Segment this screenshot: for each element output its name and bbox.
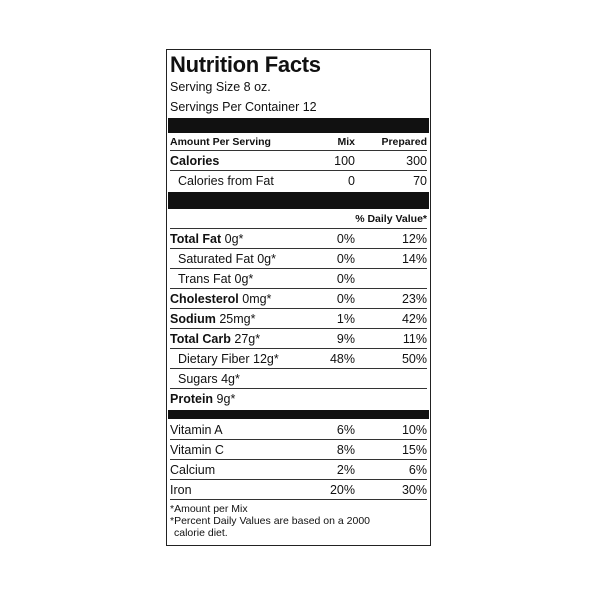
nutrient-label <box>170 392 311 406</box>
label-title: Nutrition Facts <box>170 52 321 77</box>
vitamin-row <box>170 440 427 460</box>
nutrient-amount: 25mg* <box>215 311 256 326</box>
thick-divider <box>168 192 429 209</box>
nutrient-prepared-dv: 14% <box>401 251 427 266</box>
nutrient-row <box>170 229 427 249</box>
vitamin-name: Vitamin A <box>170 422 223 437</box>
footnote-percent-daily-values: *Percent Daily Values are based on a 2000 <box>170 515 371 527</box>
nutrient-mix-dv: 48% <box>329 351 355 366</box>
calories-mix: 100 <box>334 153 355 168</box>
nutrient-label <box>170 292 311 306</box>
serving-size: Serving Size 8 oz. <box>170 80 271 94</box>
amount-header-row <box>170 134 427 151</box>
nutrient-amount: 9g* <box>213 392 236 406</box>
nutrient-label <box>170 232 311 246</box>
nutrient-row <box>170 269 427 289</box>
nutrient-row <box>170 349 427 369</box>
footnotes <box>170 503 427 539</box>
vitamin-name: Iron <box>170 482 192 497</box>
nutrient-mix-dv: 0% <box>336 271 355 286</box>
daily-value-header-row <box>170 210 427 229</box>
thick-divider <box>168 410 429 419</box>
vitamin-row <box>170 460 427 480</box>
vitamin-mix-dv: 2% <box>336 462 355 477</box>
nutrient-prepared-dv: 11% <box>402 331 427 346</box>
calories-prepared: 300 <box>406 153 427 168</box>
nutrient-name: Total Fat <box>170 231 222 246</box>
calories-from-fat-prepared: 70 <box>413 174 427 188</box>
nutrient-label <box>170 272 311 286</box>
nutrient-label <box>170 252 311 266</box>
nutrient-row <box>170 329 427 349</box>
nutrient-name: Cholesterol <box>170 291 239 306</box>
nutrient-row <box>170 309 427 329</box>
calories-from-fat-label: Calories from Fat <box>178 174 274 188</box>
nutrient-label <box>170 372 311 386</box>
nutrient-amount: 0mg* <box>238 291 272 306</box>
nutrient-row <box>170 369 427 389</box>
calories-label: Calories <box>170 153 220 168</box>
nutrient-mix-dv: 0% <box>336 251 355 266</box>
nutrient-name: Total Carb <box>170 331 231 346</box>
calories-row <box>170 151 427 171</box>
vitamin-prepared-dv: 15% <box>401 442 427 457</box>
amount-per-serving-label: Amount Per Serving <box>170 136 271 148</box>
nutrient-amount: 27g* <box>230 331 261 346</box>
vitamin-mix-dv: 20% <box>329 482 355 497</box>
nutrient-mix-dv: 1% <box>336 311 355 326</box>
nutrient-row <box>170 249 427 269</box>
nutrient-name: Sodium <box>170 311 216 326</box>
vitamin-prepared-dv: 30% <box>401 482 427 497</box>
nutrient-amount: 0g* <box>221 231 244 246</box>
thick-divider <box>168 118 429 133</box>
nutrient-prepared-dv: 50% <box>401 351 427 366</box>
nutrient-mix-dv: 0% <box>336 291 355 306</box>
calories-from-fat-row <box>170 171 427 191</box>
nutrient-mix-dv: 0% <box>336 231 355 246</box>
calories-from-fat-mix: 0 <box>348 174 355 188</box>
nutrient-mix-dv: 9% <box>336 331 355 346</box>
footnote-calorie-diet: calorie diet. <box>174 527 228 539</box>
servings-per-container: Servings Per Container 12 <box>170 100 317 114</box>
nutrient-prepared-dv: 12% <box>401 231 427 246</box>
nutrient-prepared-dv: 23% <box>401 291 427 306</box>
nutrient-label <box>170 312 311 326</box>
nutrient-name: Protein <box>170 392 214 406</box>
nutrition-facts-label <box>166 49 431 546</box>
nutrient-amount: Trans Fat 0g* <box>178 271 254 286</box>
vitamin-mix-dv: 6% <box>336 422 355 437</box>
nutrient-amount: Saturated Fat 0g* <box>178 251 276 266</box>
footnote-amount-per-mix: *Amount per Mix <box>170 503 248 515</box>
nutrient-row <box>170 389 427 409</box>
vitamin-list <box>170 420 427 500</box>
prepared-column-header: Prepared <box>381 136 427 148</box>
nutrient-label <box>170 332 311 346</box>
daily-value-header: % Daily Value* <box>355 213 427 225</box>
vitamin-prepared-dv: 6% <box>408 462 427 477</box>
nutrient-list <box>170 229 427 409</box>
vitamin-row <box>170 480 427 500</box>
vitamin-name: Calcium <box>170 462 216 477</box>
nutrient-prepared-dv: 42% <box>401 311 427 326</box>
nutrient-label <box>170 352 311 366</box>
vitamin-prepared-dv: 10% <box>401 422 427 437</box>
vitamin-mix-dv: 8% <box>336 442 355 457</box>
vitamin-row <box>170 420 427 440</box>
vitamin-name: Vitamin C <box>170 442 224 457</box>
nutrient-amount: Sugars 4g* <box>178 371 240 386</box>
mix-column-header: Mix <box>337 136 355 148</box>
nutrient-row <box>170 289 427 309</box>
nutrient-amount: Dietary Fiber 12g* <box>178 351 279 366</box>
